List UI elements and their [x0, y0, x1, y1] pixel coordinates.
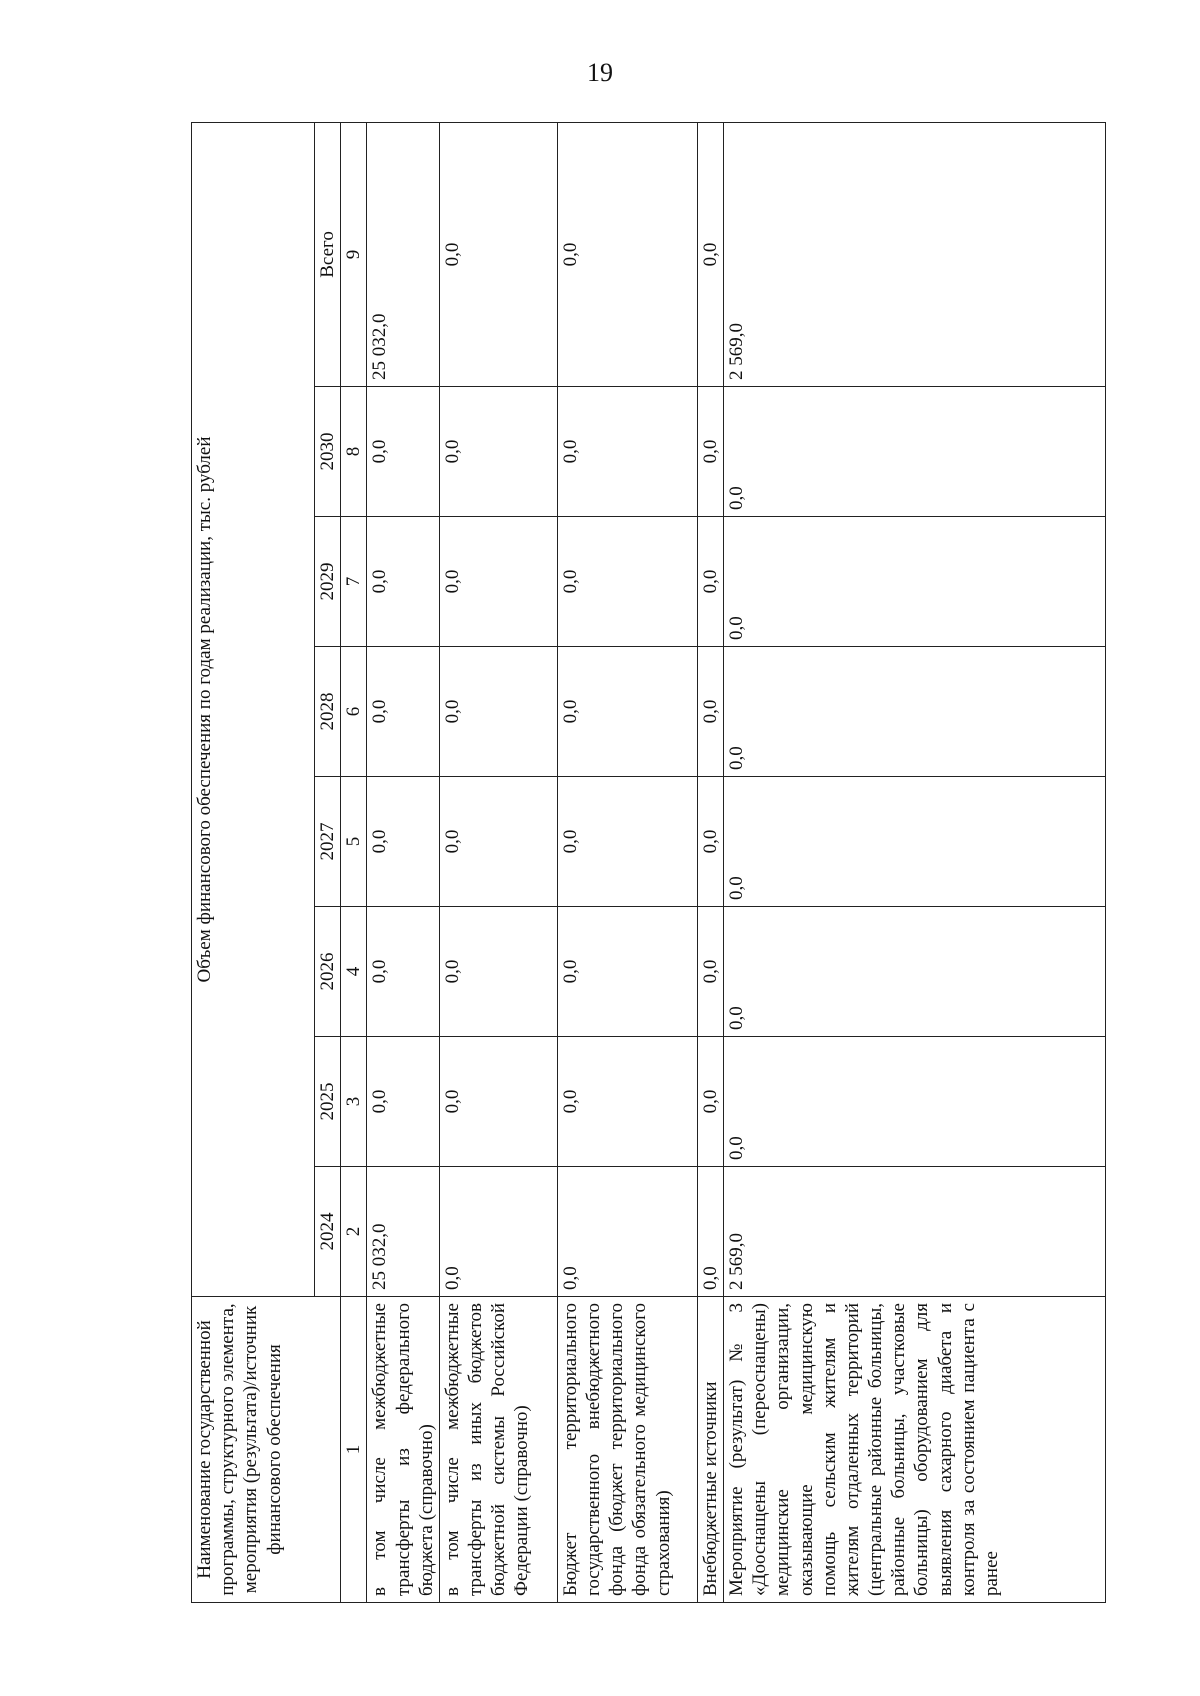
- row-value: 0,0: [557, 1167, 697, 1297]
- row-value: 0,0: [557, 907, 697, 1037]
- table-row: [439, 122, 557, 1602]
- row-name: в том числе межбюджетные трансферты из иных бюджетов бюджетной системы Российской Федерации (справочно): [439, 1297, 557, 1603]
- row-value: 0,0: [557, 1037, 697, 1167]
- year-header: 2024: [315, 1167, 341, 1297]
- row-value: 0,0: [724, 387, 1106, 517]
- row-value: 0,0: [439, 387, 557, 517]
- row-value: 0,0: [439, 647, 557, 777]
- year-header: 2029: [315, 517, 341, 647]
- column-number: 8: [341, 387, 367, 517]
- row-value: 0,0: [697, 122, 723, 386]
- row-value: 0,0: [697, 907, 723, 1037]
- column-number: 1: [341, 1297, 367, 1603]
- row-value: 0,0: [697, 387, 723, 517]
- table-row: [367, 122, 440, 1602]
- row-value: 0,0: [439, 517, 557, 647]
- year-header: 2030: [315, 387, 341, 517]
- column-number: 3: [341, 1037, 367, 1167]
- row-value: 0,0: [697, 1167, 723, 1297]
- table-row: [724, 122, 1106, 1602]
- year-header: 2027: [315, 777, 341, 907]
- volume-header: Объем финансового обеспечения по годам реализации, тыс. рублей: [192, 122, 315, 1296]
- total-header: Всего: [315, 122, 341, 386]
- row-value: 0,0: [439, 1037, 557, 1167]
- column-number: 9: [341, 122, 367, 386]
- row-value: 0,0: [367, 907, 440, 1037]
- year-header: 2026: [315, 907, 341, 1037]
- row-value: 0,0: [697, 777, 723, 907]
- name-column-header: Наименование государственной программы, структурного элемента, мероприятия (результата)/источник финансового обеспечения: [192, 1297, 341, 1603]
- row-value: 2 569,0: [724, 1167, 1106, 1297]
- row-value: 0,0: [724, 647, 1106, 777]
- row-value: 0,0: [557, 777, 697, 907]
- financing-table: [191, 122, 1106, 1603]
- row-value: 0,0: [367, 777, 440, 907]
- row-value: 0,0: [697, 1037, 723, 1167]
- row-value: 0,0: [367, 647, 440, 777]
- row-value: 25 032,0: [367, 122, 440, 386]
- row-value: 25 032,0: [367, 1167, 440, 1297]
- row-value: 0,0: [367, 517, 440, 647]
- column-number-row: [341, 122, 367, 1602]
- row-value: 0,0: [557, 517, 697, 647]
- year-header: 2025: [315, 1037, 341, 1167]
- column-number: 4: [341, 907, 367, 1037]
- row-value: 0,0: [697, 647, 723, 777]
- column-number: 2: [341, 1167, 367, 1297]
- row-value: 0,0: [724, 907, 1106, 1037]
- row-value: 0,0: [367, 1037, 440, 1167]
- table-row: [697, 122, 723, 1602]
- rotated-table-container: [191, 123, 1106, 1603]
- row-name: Внебюджетные источники: [697, 1297, 723, 1603]
- table-row: [557, 122, 697, 1602]
- row-value: 0,0: [439, 122, 557, 386]
- row-value: 0,0: [697, 517, 723, 647]
- row-value: 0,0: [367, 387, 440, 517]
- row-name: Мероприятие (результат) № 3 «Дооснащены (переоснащены) медицинские организации, оказывающие медицинскую помощь сельским жителям и жителям отдаленных территорий (центральные районные больницы, районные больницы, участковые больницы) оборудованием для выявления сахарного диабета и контроля за состоянием пациента с ранее: [724, 1297, 1106, 1603]
- row-name: Бюджет территориального государственного внебюджетного фонда (бюджет территориального фонда обязательного медицинского страхования): [557, 1297, 697, 1603]
- row-value: 0,0: [439, 1167, 557, 1297]
- page-number: 19: [587, 58, 613, 87]
- column-number: 5: [341, 777, 367, 907]
- row-name: в том числе межбюджетные трансферты из федерального бюджета (справочно): [367, 1297, 440, 1603]
- row-value: 0,0: [557, 122, 697, 386]
- header-row-1: [192, 122, 315, 1602]
- year-header: 2028: [315, 647, 341, 777]
- column-number: 7: [341, 517, 367, 647]
- column-number: 6: [341, 647, 367, 777]
- row-value: 0,0: [724, 517, 1106, 647]
- row-value: 0,0: [439, 777, 557, 907]
- row-value: 0,0: [439, 907, 557, 1037]
- row-value: 0,0: [557, 647, 697, 777]
- row-value: 0,0: [724, 777, 1106, 907]
- row-value: 0,0: [724, 1037, 1106, 1167]
- row-value: 0,0: [557, 387, 697, 517]
- row-value: 2 569,0: [724, 122, 1106, 386]
